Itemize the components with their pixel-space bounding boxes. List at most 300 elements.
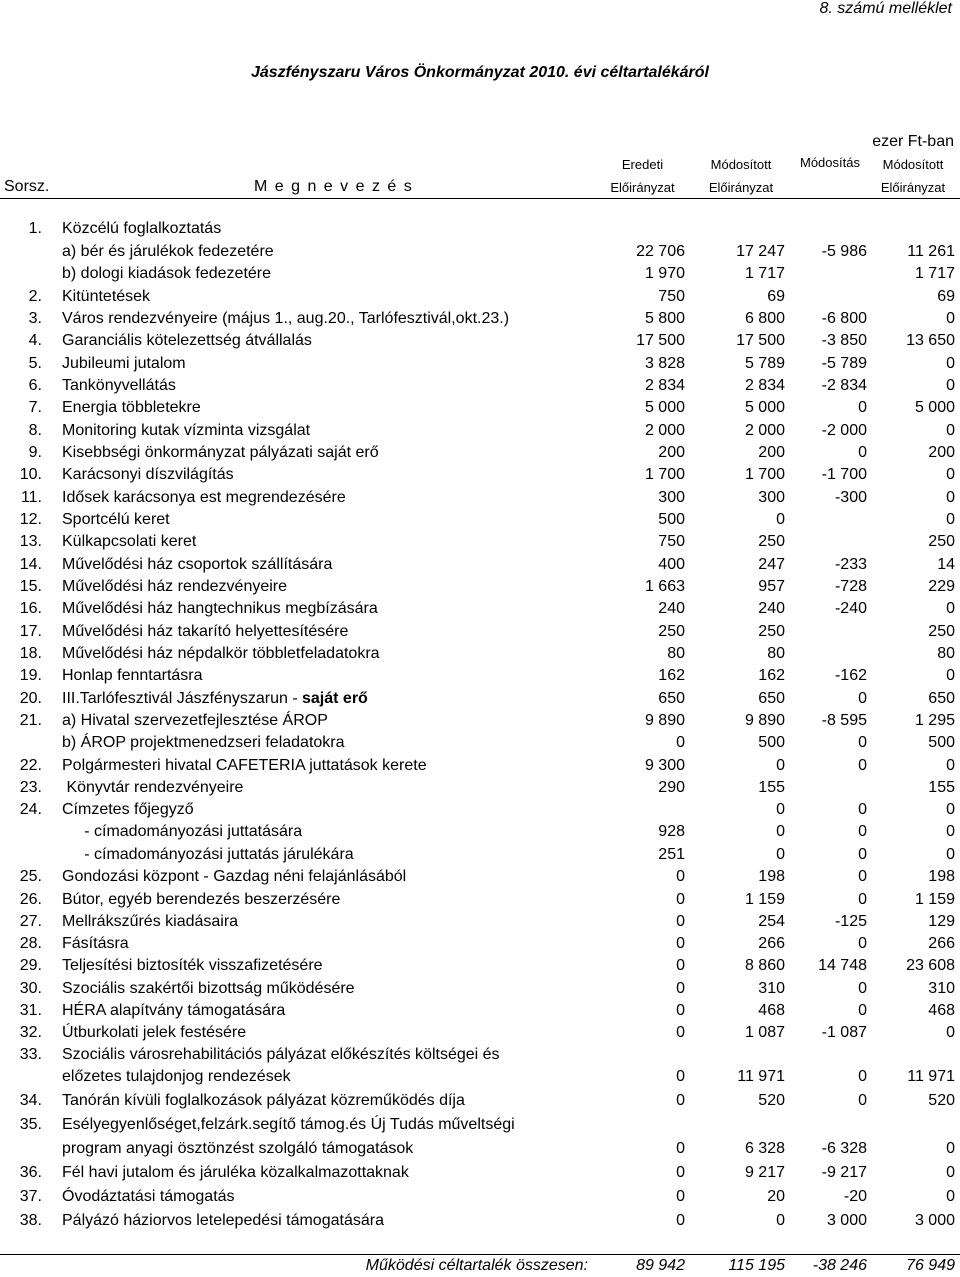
row-change: -5 986 [821,243,867,260]
row-final: 650 [928,690,955,707]
row-change: -6 800 [821,310,867,327]
table-row [0,734,960,756]
row-original: 0 [676,1164,685,1181]
row-final: 129 [928,913,955,930]
table-row [0,846,960,868]
row-label: Karácsonyi díszvilágítás [62,466,234,483]
row-label: a) bér és járulékok fedezetére [62,243,274,260]
row-final: 0 [946,801,955,818]
row-number: 25. [19,868,42,885]
row-original: 1 700 [644,466,685,483]
row-final: 11 261 [907,243,955,260]
row-change: 0 [858,980,867,997]
table-row [0,1046,960,1068]
row-label: Tankönyvellátás [62,377,176,394]
row-original: 500 [658,511,685,528]
row-number: 38. [19,1212,42,1229]
row-change: 14 748 [818,957,867,974]
row-modified: 468 [758,1002,785,1019]
row-change: -300 [834,489,867,506]
row-label: Honlap fenntartásra [62,667,203,684]
row-final: 0 [946,846,955,863]
row-final: 11 971 [907,1068,955,1085]
table-row [0,1068,960,1090]
table-row [0,243,960,265]
table-row [0,1092,960,1114]
row-original: 0 [676,913,685,930]
table-row [0,891,960,913]
row-number: 10. [19,466,42,483]
row-final: 13 650 [906,332,955,349]
row-final: 500 [928,734,955,751]
total-original: 89 942 [636,1257,685,1274]
row-original: 250 [658,623,685,640]
row-final: 0 [946,757,955,774]
row-change: -2 834 [821,377,867,394]
total-rule [0,1254,960,1255]
row-original: 17 500 [636,332,685,349]
table-row [0,1116,960,1138]
row-label: Garanciális kötelezettség átvállalás [62,332,312,349]
row-modified: 0 [776,1212,785,1229]
row-original: 0 [676,1188,685,1205]
row-original: 3 828 [644,355,685,372]
row-number: 30. [19,980,42,997]
table-row [0,511,960,533]
table-row [0,1212,960,1234]
row-final: 0 [946,511,955,528]
row-original: 9 890 [644,712,685,729]
table-row [0,355,960,377]
row-label: Szociális városrehabilitációs pályázat előkészítés költségei és [62,1046,500,1063]
header-col4-line2: Előirányzat [880,180,946,195]
row-final: 155 [928,779,955,796]
row-number: 22. [19,757,42,774]
row-original: 400 [658,556,685,573]
row-label: Város rendezvényeire (május 1., aug.20., Tarlófesztivál,okt.23.) [62,310,510,327]
total-final: 76 949 [906,1257,955,1274]
row-number: 28. [19,935,42,952]
row-label: III.Tarlófesztivál Jászfényszarun - [62,690,303,707]
row-change: 0 [858,846,867,863]
row-final: 1 717 [914,265,955,282]
row-original: 162 [658,667,685,684]
row-modified: 500 [758,734,785,751]
row-original: 928 [658,823,685,840]
row-number: 34. [19,1092,42,1109]
row-label: Esélyegyenlőséget,felzárk.segítő támog.és Új Tudás műveltségi [62,1116,515,1133]
row-change: -20 [843,1188,867,1205]
row-change: -125 [834,913,867,930]
row-original: 300 [658,489,685,506]
header-col1-line1: Eredeti [621,157,664,172]
row-original: 1 663 [644,578,685,595]
row-final: 0 [946,600,955,617]
row-original: 0 [676,980,685,997]
row-modified: 2 834 [744,377,785,394]
row-modified: 240 [758,600,785,617]
row-modified: 0 [776,757,785,774]
row-final: 200 [928,444,955,461]
row-number: 21. [19,712,42,729]
row-change: -162 [834,667,867,684]
row-original: 750 [658,533,685,550]
table-row [0,667,960,689]
table-row [0,957,960,979]
row-number: 20. [19,690,42,707]
row-final: 0 [946,823,955,840]
row-number: 9. [28,444,42,461]
table-row [0,779,960,801]
row-final: 0 [946,1188,955,1205]
total-change: -38 246 [812,1257,867,1274]
row-final: 0 [946,377,955,394]
row-final: 0 [946,1164,955,1181]
row-final: 0 [946,422,955,439]
table-row [0,868,960,890]
row-label: Művelődési ház hangtechnikus megbízására [62,600,378,617]
row-label: Pályázó háziorvos letelepedési támogatására [62,1212,384,1229]
row-original: 0 [676,1212,685,1229]
table-row [0,1140,960,1162]
row-label: Szociális szakértői bizottság működésére [62,980,355,997]
row-original: 80 [667,645,685,662]
row-original: 0 [676,957,685,974]
page-title: Jászfényszaru Város Önkormányzat 2010. évi céltartalékáról [250,64,709,81]
table-row [0,578,960,600]
row-modified: 1 087 [744,1024,785,1041]
header-col1-line2: Előirányzat [610,180,675,195]
row-label-emphasis: saját erő [302,690,368,707]
row-modified: 198 [758,868,785,885]
table-row [0,623,960,645]
row-modified: 155 [758,779,785,796]
row-number: 16. [19,600,42,617]
row-number: 6. [28,377,42,394]
row-modified: 957 [758,578,785,595]
row-modified: 20 [767,1188,785,1205]
table-row [0,556,960,578]
row-modified: 0 [776,511,785,528]
row-modified: 69 [767,288,785,305]
header-rule [0,198,960,199]
row-modified: 310 [758,980,785,997]
table-row [0,757,960,779]
row-final: 14 [937,556,955,573]
row-modified: 1 717 [744,265,785,282]
row-modified: 0 [776,846,785,863]
total-modified: 115 195 [728,1257,785,1274]
row-change: -9 217 [821,1164,867,1181]
row-label: Teljesítési biztosíték visszafizetésére [62,957,323,974]
row-label: b) dologi kiadások fedezetére [62,265,272,282]
row-final: 0 [946,355,955,372]
row-modified: 200 [758,444,785,461]
row-final: 310 [928,980,955,997]
row-original: 750 [658,288,685,305]
row-original: 0 [676,1068,685,1085]
row-final: 468 [928,1002,955,1019]
row-number: 12. [19,511,42,528]
row-original: 0 [676,1092,685,1109]
row-change: 0 [858,801,867,818]
row-modified: 9 217 [744,1164,785,1181]
row-modified: 520 [758,1092,785,1109]
row-number: 4. [28,332,42,349]
row-modified: 17 247 [736,243,785,260]
row-label: Polgármesteri hivatal CAFETERIA juttatások kerete [62,757,427,774]
row-final: 198 [928,868,955,885]
row-final: 266 [928,935,955,952]
row-label: Művelődési ház rendezvényeire [62,578,288,595]
row-change: 3 000 [826,1212,867,1229]
table-row [0,422,960,444]
row-modified: 1 159 [744,891,785,908]
table-row [0,310,960,332]
row-modified: 1 700 [744,466,785,483]
row-label: Óvodáztatási támogatás [62,1188,235,1205]
row-modified: 266 [758,935,785,952]
row-change: -3 850 [821,332,867,349]
row-original: 1 970 [644,265,685,282]
row-original: 290 [658,779,685,796]
header-sorsz: Sorsz. [4,178,50,195]
row-number: 7. [28,399,42,416]
row-label: - címadományozási juttatására [62,823,303,840]
row-change: 0 [858,757,867,774]
row-final: 1 295 [914,712,955,729]
row-change: 0 [858,935,867,952]
row-number: 35. [19,1116,42,1133]
row-change: 0 [858,690,867,707]
row-label: program anyagi ösztönzést szolgáló támogatások [62,1140,414,1157]
row-label: Külkapcsolati keret [62,533,197,550]
row-change: -1 700 [821,466,867,483]
row-original: 0 [676,935,685,952]
row-label: b) ÁROP projektmenedzseri feladatokra [62,734,345,751]
table-row [0,1024,960,1046]
header-col2-line1: Módosított [710,157,772,172]
row-modified: 650 [758,690,785,707]
row-original: 5 000 [644,399,685,416]
row-label: Közcélú foglalkoztatás [62,220,222,237]
row-label: Mellrákszűrés kiadásaira [62,913,239,930]
row-label: HÉRA alapítvány támogatására [62,1002,286,1019]
row-original: 2 834 [644,377,685,394]
row-number: 14. [19,556,42,573]
row-number: 19. [19,667,42,684]
table-row [0,690,960,712]
row-change: 0 [858,868,867,885]
row-label: Művelődési ház takarító helyettesítésére [62,623,349,640]
row-label: Sportcélú keret [62,511,170,528]
row-number: 15. [19,578,42,595]
row-final: 5 000 [914,399,955,416]
row-change: 0 [858,734,867,751]
row-label: Művelődési ház csoportok szállítására [62,556,333,573]
row-original: 251 [658,846,685,863]
row-label: Fél havi jutalom és járuléka közalkalmazottaknak [62,1164,409,1181]
row-number: 29. [19,957,42,974]
row-change: -8 595 [821,712,867,729]
row-number: 23. [19,779,42,796]
row-final: 3 000 [914,1212,955,1229]
row-original: 0 [676,1002,685,1019]
table-row [0,1164,960,1186]
row-modified: 6 800 [744,310,785,327]
row-modified: 162 [758,667,785,684]
row-final: 1 159 [914,891,955,908]
header-megnevezes: M e g n e v e z é s [254,178,414,195]
row-final: 250 [928,533,955,550]
row-final: 0 [946,310,955,327]
row-original: 0 [676,1140,685,1157]
row-change: -1 087 [821,1024,867,1041]
table-row [0,980,960,1002]
row-label: Gondozási központ - Gazdag néni felajánlásából [62,868,407,885]
row-change: 0 [858,823,867,840]
row-original: 22 706 [636,243,685,260]
table-row [0,399,960,421]
row-change: -233 [834,556,867,573]
total-label: Működési céltartalék összesen: [365,1257,588,1274]
row-final: 80 [937,645,955,662]
row-modified: 2 000 [744,422,785,439]
row-original: 240 [658,600,685,617]
row-number: 8. [28,422,42,439]
table-row [0,823,960,845]
table-row [0,935,960,957]
row-number: 27. [19,913,42,930]
row-final: 0 [946,1140,955,1157]
row-original: 0 [676,1024,685,1041]
row-number: 37. [19,1188,42,1205]
row-modified: 9 890 [744,712,785,729]
row-number: 1. [28,220,42,237]
row-modified: 5 789 [744,355,785,372]
header-col3-line1: Módosítás [800,155,860,170]
row-number: 24. [19,801,42,818]
table-row [0,913,960,935]
row-final: 23 608 [906,957,955,974]
row-change: 0 [858,1092,867,1109]
row-label: Művelődési ház népdalkör többletfeladatokra [62,645,380,662]
row-number: 2. [28,288,42,305]
row-modified: 247 [758,556,785,573]
row-modified: 0 [776,823,785,840]
row-label: Monitoring kutak vízminta vizsgálat [62,422,311,439]
row-label: Bútor, egyéb berendezés beszerzésére [62,891,341,908]
row-change: -5 789 [821,355,867,372]
row-change: -728 [834,578,867,595]
row-final: 69 [937,288,955,305]
row-modified: 8 860 [744,957,785,974]
total-row [0,1257,960,1277]
row-number: 33. [19,1046,42,1063]
row-label: Kisebbségi önkormányzat pályázati saját erő [62,444,379,461]
row-change: 0 [858,891,867,908]
row-label: Útburkolati jelek festésére [62,1024,247,1041]
row-final: 0 [946,489,955,506]
table-row [0,645,960,667]
row-label: a) Hivatal szervezetfejlesztése ÁROP [62,712,328,729]
row-number: 5. [28,355,42,372]
row-modified: 0 [776,801,785,818]
row-label: Energia többletekre [62,399,201,416]
row-number: 17. [19,623,42,640]
table-row [0,444,960,466]
row-change: -2 000 [821,422,867,439]
table-row [0,712,960,734]
row-original: 650 [658,690,685,707]
row-label: előzetes tulajdonjog rendezések [62,1068,291,1085]
row-final: 229 [928,578,955,595]
row-label: Idősek karácsonya est megrendezésére [62,489,346,506]
header-col4-line1: Módosított [882,157,944,172]
row-number: 31. [19,1002,42,1019]
row-modified: 11 971 [737,1068,785,1085]
row-original: 5 800 [644,310,685,327]
row-original: 2 000 [644,422,685,439]
table-row [0,801,960,823]
row-original: 0 [676,891,685,908]
row-number: 13. [19,533,42,550]
annex-label: 8. számú melléklet [819,0,952,17]
row-final: 0 [946,466,955,483]
row-modified: 300 [758,489,785,506]
table-row [0,288,960,310]
table-row [0,377,960,399]
row-change: -240 [834,600,867,617]
table-row [0,466,960,488]
row-modified: 250 [758,533,785,550]
table-row [0,220,960,242]
table-row [0,1188,960,1210]
row-number: 3. [28,310,42,327]
table-row [0,1002,960,1024]
row-original: 9 300 [644,757,685,774]
row-change: 0 [858,444,867,461]
row-label: Kitüntetések [62,288,151,305]
row-final: 520 [928,1092,955,1109]
row-label: - címadományozási juttatás járulékára [62,846,354,863]
row-change: 0 [858,1068,867,1085]
header-col2-line2: Előirányzat [708,180,774,195]
table-row [0,332,960,354]
row-number: 36. [19,1164,42,1181]
row-label: Jubileumi jutalom [62,355,186,372]
table-row [0,489,960,511]
row-original: 0 [676,868,685,885]
row-final: 0 [946,667,955,684]
row-modified: 6 328 [744,1140,785,1157]
row-final: 250 [928,623,955,640]
row-final: 0 [946,1024,955,1041]
row-modified: 254 [758,913,785,930]
row-label: Tanórán kívüli foglalkozások pályázat közreműködés díja [62,1092,465,1109]
row-modified: 17 500 [736,332,785,349]
row-label: Címzetes főjegyző [62,801,194,818]
row-original: 0 [676,734,685,751]
row-change: 0 [858,399,867,416]
row-number: 11. [20,489,42,506]
row-modified: 80 [767,645,785,662]
row-label: Könyvtár rendezvényeire [62,779,244,796]
table-row [0,600,960,622]
row-modified: 5 000 [744,399,785,416]
table-row [0,533,960,555]
row-change: -6 328 [821,1140,867,1157]
